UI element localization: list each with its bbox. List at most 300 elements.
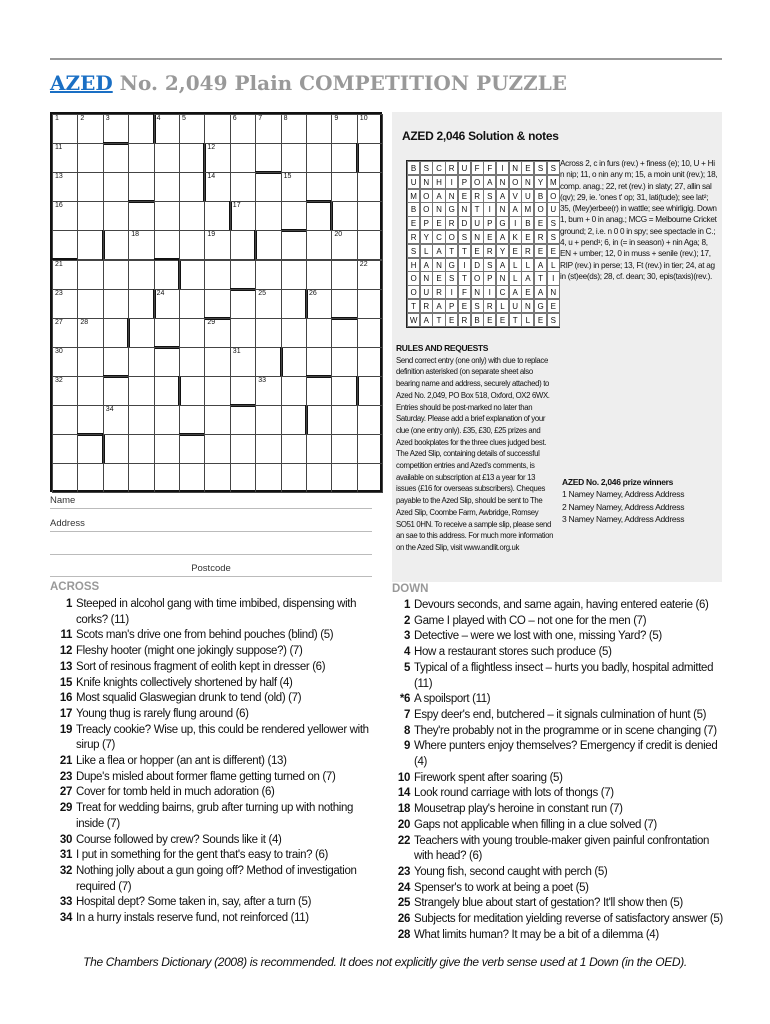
across-clue — [50, 911, 374, 927]
grid-cell[interactable] — [306, 230, 332, 260]
grid-cell[interactable] — [103, 376, 129, 406]
grid-cell[interactable] — [331, 376, 357, 406]
clue-text: Look round carriage with lots of thongs (7) — [414, 787, 614, 800]
grid-cell[interactable] — [52, 405, 78, 435]
solution-cell: U — [471, 216, 484, 230]
winners-title: AZED No. 2,046 prize winners — [562, 477, 674, 487]
grid-cell[interactable] — [103, 289, 129, 319]
grid-cell[interactable] — [77, 463, 103, 493]
grid-cell[interactable] — [77, 376, 103, 406]
grid-cell[interactable] — [179, 318, 205, 348]
grid-cell[interactable] — [179, 201, 205, 231]
grid-cell[interactable] — [281, 376, 307, 406]
grid-cell[interactable] — [331, 230, 357, 260]
grid-cell[interactable] — [255, 230, 281, 260]
solution-cell: K — [509, 230, 522, 244]
grid-cell[interactable] — [357, 260, 383, 290]
clue-number: 1 — [65, 598, 72, 610]
grid-cell[interactable] — [204, 143, 230, 173]
clue-number: 14 — [397, 787, 410, 800]
grid-cell[interactable] — [154, 405, 180, 435]
grid-cell[interactable] — [204, 405, 230, 435]
grid-cell[interactable] — [103, 260, 129, 290]
solution-cell: A — [534, 258, 547, 272]
solution-cell: R — [432, 285, 445, 299]
winner-3: 3 Namey Namey, Address Address — [562, 513, 685, 524]
down-clue — [388, 629, 724, 645]
grid-cell[interactable] — [331, 201, 357, 231]
down-clue — [388, 724, 724, 740]
solution-cell: N — [420, 175, 433, 189]
grid-cell[interactable] — [77, 260, 103, 290]
grid-cell[interactable] — [128, 230, 154, 260]
clue-text: Nothing jolly about a gun going off? Method of investigation required (7) — [76, 864, 357, 893]
grid-cell[interactable] — [357, 143, 383, 173]
grid-cell[interactable] — [128, 143, 154, 173]
across-clue — [50, 785, 374, 801]
solution-cell: R — [534, 230, 547, 244]
grid-cell[interactable] — [331, 172, 357, 202]
grid-cell[interactable] — [230, 463, 256, 493]
grid-cell[interactable] — [281, 260, 307, 290]
grid-cell[interactable] — [281, 201, 307, 231]
grid-cell[interactable] — [331, 318, 357, 348]
grid-cell[interactable] — [204, 230, 230, 260]
grid-cell[interactable] — [357, 172, 383, 202]
across-clue — [50, 801, 374, 832]
grid-cell[interactable] — [331, 260, 357, 290]
grid-cell[interactable] — [179, 347, 205, 377]
grid-number: 33 — [258, 376, 266, 384]
grid-cell[interactable] — [103, 347, 129, 377]
grid-cell[interactable] — [204, 463, 230, 493]
grid-cell[interactable] — [52, 230, 78, 260]
grid-cell[interactable] — [230, 143, 256, 173]
solution-cell: R — [471, 189, 484, 203]
grid-cell[interactable] — [128, 318, 154, 348]
solution-cell: S — [547, 216, 560, 230]
grid-cell[interactable] — [128, 376, 154, 406]
page-title — [50, 71, 567, 95]
grid-cell[interactable] — [306, 114, 332, 144]
grid-cell[interactable] — [255, 114, 281, 144]
grid-cell[interactable] — [128, 463, 154, 493]
grid-cell[interactable] — [204, 201, 230, 231]
grid-cell[interactable] — [204, 376, 230, 406]
grid-cell[interactable] — [52, 260, 78, 290]
clue-number: 25 — [397, 897, 410, 910]
across-clue — [50, 597, 374, 628]
footer-note: The Chambers Dictionary (2008) is recommended. It does not explicitly give the verb sense used at 1 Down (in the OED). — [83, 955, 687, 969]
grid-cell[interactable] — [230, 347, 256, 377]
solution-cell: B — [534, 189, 547, 203]
address-field[interactable] — [50, 518, 372, 532]
grid-cell[interactable] — [306, 172, 332, 202]
grid-cell[interactable] — [255, 318, 281, 348]
solution-cell: P — [458, 175, 471, 189]
solution-cell: N — [509, 161, 522, 175]
across-clue — [50, 754, 374, 770]
grid-cell[interactable] — [306, 405, 332, 435]
down-clue — [388, 708, 724, 724]
grid-cell[interactable] — [128, 172, 154, 202]
solution-cell: N — [420, 271, 433, 285]
solution-cell: L — [420, 244, 433, 258]
grid-number: 9 — [334, 115, 339, 122]
clue-number: 22 — [397, 834, 410, 847]
clue-number: 23 — [59, 770, 72, 783]
solution-cell: S — [445, 271, 458, 285]
solution-cell: W — [407, 313, 420, 327]
grid-cell[interactable] — [204, 347, 230, 377]
grid-cell[interactable] — [230, 289, 256, 319]
grid-cell[interactable] — [154, 434, 180, 464]
grid-cell[interactable] — [255, 376, 281, 406]
across-clue — [50, 691, 374, 707]
grid-cell[interactable] — [179, 230, 205, 260]
solution-cell: A — [496, 258, 509, 272]
solution-cell: E — [496, 313, 509, 327]
clue-text: Gaps not applicable when filling in a clue solved (7) — [414, 818, 657, 831]
grid-cell[interactable] — [204, 172, 230, 202]
clue-number: 27 — [59, 786, 72, 799]
grid-number: 19 — [207, 231, 216, 239]
grid-cell[interactable] — [128, 405, 154, 435]
solution-cell: H — [432, 175, 445, 189]
clue-text: Firework spent after soaring (5) — [414, 771, 563, 784]
down-clues — [388, 598, 724, 943]
solution-cell: I — [445, 285, 458, 299]
clue-number: 21 — [59, 755, 72, 768]
grid-cell[interactable] — [331, 143, 357, 173]
solution-cell: N — [496, 175, 509, 189]
grid-number: 14 — [207, 173, 216, 181]
clue-number: 19 — [59, 723, 72, 736]
solution-cell: A — [432, 189, 445, 203]
crossword-grid[interactable] — [50, 112, 382, 492]
clue-text: Spenser's to work at being a poet (5) — [414, 881, 589, 894]
grid-cell[interactable] — [154, 463, 180, 493]
grid-cell[interactable] — [154, 172, 180, 202]
grid-number: 10 — [359, 115, 368, 122]
grid-cell[interactable] — [128, 260, 154, 290]
grid-cell[interactable] — [52, 289, 78, 319]
grid-cell[interactable] — [331, 289, 357, 319]
grid-cell[interactable] — [281, 318, 307, 348]
grid-cell[interactable] — [306, 201, 332, 231]
solution-cell: E — [445, 313, 458, 327]
grid-cell[interactable] — [357, 463, 383, 493]
grid-cell[interactable] — [204, 318, 230, 348]
grid-number: 18 — [131, 231, 139, 239]
clue-number: 34 — [59, 912, 72, 925]
across-clue — [50, 895, 374, 911]
grid-cell[interactable] — [128, 114, 154, 144]
solution-cell: T — [534, 271, 547, 285]
grid-cell[interactable] — [331, 405, 357, 435]
grid-cell[interactable] — [230, 260, 256, 290]
grid-cell[interactable] — [357, 318, 383, 348]
solution-cell: S — [547, 313, 560, 327]
solution-cell: V — [509, 189, 522, 203]
grid-number: 5 — [182, 115, 186, 122]
clue-text: Teachers with young trouble-maker given painful confrontation with head? (6) — [414, 834, 710, 863]
grid-cell[interactable] — [230, 114, 256, 144]
clue-number: 13 — [59, 660, 72, 673]
grid-number: 34 — [105, 406, 114, 413]
across-clue — [50, 707, 374, 723]
grid-cell[interactable] — [103, 405, 129, 435]
grid-cell[interactable] — [306, 143, 332, 173]
grid-cell[interactable] — [154, 318, 180, 348]
grid-number: 6 — [232, 115, 237, 122]
solution-cell: A — [496, 189, 509, 203]
grid-cell[interactable] — [204, 434, 230, 464]
solution-cell: E — [509, 244, 522, 258]
grid-cell[interactable] — [306, 318, 332, 348]
clue-number: 24 — [397, 881, 410, 894]
grid-cell[interactable] — [230, 376, 256, 406]
grid-cell[interactable] — [281, 143, 307, 173]
grid-cell[interactable] — [331, 463, 357, 493]
clue-number: *6 — [399, 693, 410, 706]
solution-cell: E — [458, 299, 471, 313]
clue-number: 3 — [403, 630, 410, 643]
solution-notes: Across 2, c in furs (rev.) + finess (e); 10, U + Hi n nip; 11, o nin any m; 15, a moin unit (rev.); 18, comp. anag.; 22, ret (rev.) in slaty; 27, allin sal (qv); 29, ie. 'ones t' op; 31, lati(tude); see lat²; 35, (Mey)erbee(r) in wattle; see whirligig. Down 1, bum + 0 in anag.; MCG = Melbourne Cricket ground; 2, i.e. n 0 0 in spy; see spectacle in C.; 4, u + pend¹; 6, in (= in season) + nin Aga; 8, EN + umber; 12, 0 in muss + senile (rev.); 17, RIP (rev.) in perse; 13, Ft (rev.) in tier; 24, at ag in (st)ee(ds); 28, cf. dean; 30, epis(taxis)(rev.). — [560, 159, 718, 281]
grid-cell[interactable] — [103, 114, 129, 144]
grid-cell[interactable] — [52, 143, 78, 173]
clue-number: 8 — [403, 724, 410, 737]
solution-cell: O — [509, 175, 522, 189]
solution-cell: T — [509, 313, 522, 327]
solution-cell: N — [471, 230, 484, 244]
grid-number: 12 — [207, 144, 216, 152]
grid-cell[interactable] — [281, 347, 307, 377]
rules-section — [396, 343, 556, 554]
clue-number: 18 — [397, 803, 410, 816]
grid-cell[interactable] — [281, 230, 307, 260]
grid-cell[interactable] — [204, 114, 230, 144]
grid-number: 27 — [55, 318, 63, 326]
grid-cell[interactable] — [179, 434, 205, 464]
grid-cell[interactable] — [52, 114, 78, 144]
grid-cell[interactable] — [357, 434, 383, 464]
grid-cell[interactable] — [255, 201, 281, 231]
grid-cell[interactable] — [255, 434, 281, 464]
grid-cell[interactable] — [357, 201, 383, 231]
grid-cell[interactable] — [128, 289, 154, 319]
solution-cell: T — [458, 271, 471, 285]
grid-cell[interactable] — [52, 172, 78, 202]
postcode-field[interactable] — [50, 563, 372, 577]
solution-cell: A — [521, 271, 534, 285]
grid-cell[interactable] — [357, 114, 383, 144]
solution-cell: E — [521, 161, 534, 175]
grid-cell[interactable] — [52, 376, 78, 406]
grid-cell[interactable] — [128, 347, 154, 377]
grid-cell[interactable] — [281, 172, 307, 202]
grid-cell[interactable] — [77, 318, 103, 348]
grid-cell[interactable] — [154, 347, 180, 377]
clue-text: Steeped in alcohol gang with time imbibed, dispensing with corks? (11) — [76, 598, 357, 626]
grid-cell[interactable] — [255, 289, 281, 319]
solution-cell: C — [432, 161, 445, 175]
grid-cell[interactable] — [52, 434, 78, 464]
grid-cell[interactable] — [77, 347, 103, 377]
grid-cell[interactable] — [52, 463, 78, 493]
rules-text: Send correct entry (one only) with clue to replace definition asterisked (on separate sheet also bearing name and address, securely attached) to Azed No. 2,049, PO Box 518, Oxford, OX2 6WX. Entries should be post-marked no later than Saturday. Please add a brief explanation of your clue (one entry only). £35, £30, £25 prizes and Azed bookplates for the three clues judged best. The Azed Slip, containing details of successful competition entries and Azed's comments, is available on subscription at £13 a year for 13 issues (£16 for overseas subscribers). Cheques payable to the Azed Slip, should be sent to The Azed Slip, Coombe Farm, Awbridge, Romsey SO51 0HN. To receive a sample slip, please send an sae to this address. For much more information on the Azed Slip, visit www.andlit.org.uk — [396, 355, 554, 552]
grid-cell[interactable] — [306, 289, 332, 319]
grid-cell[interactable] — [331, 347, 357, 377]
address-line-2[interactable] — [50, 541, 372, 555]
solution-cell: N — [445, 189, 458, 203]
grid-cell[interactable] — [230, 201, 256, 231]
grid-cell[interactable] — [103, 463, 129, 493]
solution-cell: E — [458, 189, 471, 203]
grid-cell[interactable] — [306, 434, 332, 464]
down-clue — [388, 692, 724, 708]
grid-cell[interactable] — [77, 172, 103, 202]
grid-cell[interactable] — [306, 347, 332, 377]
grid-cell[interactable] — [179, 376, 205, 406]
solution-cell: R — [483, 244, 496, 258]
grid-cell[interactable] — [179, 143, 205, 173]
clue-number: 33 — [59, 896, 72, 909]
grid-cell[interactable] — [357, 347, 383, 377]
grid-cell[interactable] — [103, 318, 129, 348]
grid-cell[interactable] — [103, 172, 129, 202]
grid-cell[interactable] — [52, 201, 78, 231]
grid-cell[interactable] — [204, 260, 230, 290]
grid-cell[interactable] — [281, 114, 307, 144]
solution-grid — [406, 160, 560, 328]
grid-cell[interactable] — [179, 463, 205, 493]
solution-cell: U — [509, 299, 522, 313]
grid-cell[interactable] — [154, 376, 180, 406]
clue-text: Subjects for meditation yielding reverse of satisfactory answer (5) — [414, 913, 723, 926]
across-clues — [50, 597, 374, 927]
grid-cell[interactable] — [255, 143, 281, 173]
grid-cell[interactable] — [77, 230, 103, 260]
name-label: Name — [50, 495, 76, 506]
across-clue — [50, 628, 374, 644]
grid-cell[interactable] — [255, 260, 281, 290]
grid-cell[interactable] — [179, 260, 205, 290]
grid-cell[interactable] — [154, 143, 180, 173]
solution-cell: E — [547, 244, 560, 258]
grid-cell[interactable] — [331, 434, 357, 464]
grid-cell[interactable] — [77, 143, 103, 173]
solution-cell: T — [471, 202, 484, 216]
grid-cell[interactable] — [281, 289, 307, 319]
grid-cell[interactable] — [128, 201, 154, 231]
winner-2: 2 Namey Namey, Address Address — [562, 501, 685, 512]
solution-cell: Y — [496, 244, 509, 258]
winners-section — [562, 476, 720, 525]
grid-cell[interactable] — [179, 172, 205, 202]
grid-cell[interactable] — [52, 318, 78, 348]
grid-cell[interactable] — [281, 434, 307, 464]
grid-cell[interactable] — [154, 289, 180, 319]
grid-cell[interactable] — [128, 434, 154, 464]
grid-cell[interactable] — [357, 230, 383, 260]
solution-cell: N — [496, 202, 509, 216]
grid-cell[interactable] — [154, 114, 180, 144]
solution-cell: S — [458, 230, 471, 244]
solution-cell: D — [471, 258, 484, 272]
title-azed: AZED — [50, 71, 113, 95]
grid-cell[interactable] — [230, 405, 256, 435]
solution-cell: L — [509, 258, 522, 272]
clue-text: Devours seconds, and same again, having entered eaterie (6) — [414, 599, 709, 611]
grid-cell[interactable] — [230, 230, 256, 260]
solution-cell: O — [534, 202, 547, 216]
grid-cell[interactable] — [103, 230, 129, 260]
solution-cell: O — [547, 189, 560, 203]
grid-cell[interactable] — [77, 405, 103, 435]
solution-cell: N — [496, 271, 509, 285]
grid-cell[interactable] — [357, 376, 383, 406]
grid-cell[interactable] — [230, 434, 256, 464]
grid-cell[interactable] — [255, 463, 281, 493]
grid-cell[interactable] — [357, 405, 383, 435]
solution-cell: U — [458, 161, 471, 175]
solution-cell: F — [458, 285, 471, 299]
solution-cell: A — [420, 258, 433, 272]
grid-cell[interactable] — [230, 172, 256, 202]
grid-cell[interactable] — [179, 114, 205, 144]
grid-cell[interactable] — [154, 230, 180, 260]
grid-cell[interactable] — [306, 463, 332, 493]
grid-cell[interactable] — [204, 289, 230, 319]
grid-cell[interactable] — [230, 318, 256, 348]
clue-number: 23 — [397, 865, 410, 878]
grid-cell[interactable] — [77, 289, 103, 319]
grid-cell[interactable] — [281, 405, 307, 435]
solution-cell: C — [496, 285, 509, 299]
grid-cell[interactable] — [331, 114, 357, 144]
grid-cell[interactable] — [52, 347, 78, 377]
grid-cell[interactable] — [103, 201, 129, 231]
grid-cell[interactable] — [179, 289, 205, 319]
grid-cell[interactable] — [154, 260, 180, 290]
grid-cell[interactable] — [77, 201, 103, 231]
grid-number: 20 — [334, 231, 343, 239]
name-field[interactable] — [50, 495, 372, 509]
grid-cell[interactable] — [154, 201, 180, 231]
solution-cell: E — [547, 299, 560, 313]
down-heading: DOWN — [392, 583, 429, 595]
clue-text: They're probably not in the programme or in scene changing (7) — [414, 724, 717, 737]
solution-cell: E — [483, 230, 496, 244]
grid-cell[interactable] — [103, 434, 129, 464]
solution-cell: S — [547, 230, 560, 244]
solution-cell: P — [445, 299, 458, 313]
grid-cell[interactable] — [357, 289, 383, 319]
grid-cell[interactable] — [255, 347, 281, 377]
grid-cell[interactable] — [179, 405, 205, 435]
grid-cell[interactable] — [255, 405, 281, 435]
down-clue — [388, 786, 724, 802]
grid-cell[interactable] — [103, 143, 129, 173]
grid-cell[interactable] — [306, 260, 332, 290]
grid-cell[interactable] — [281, 463, 307, 493]
clue-text: Most squalid Glaswegian drunk to tend (old) (7) — [76, 692, 302, 705]
grid-cell[interactable] — [255, 172, 281, 202]
grid-cell[interactable] — [77, 434, 103, 464]
grid-cell[interactable] — [306, 376, 332, 406]
grid-cell[interactable] — [77, 114, 103, 144]
